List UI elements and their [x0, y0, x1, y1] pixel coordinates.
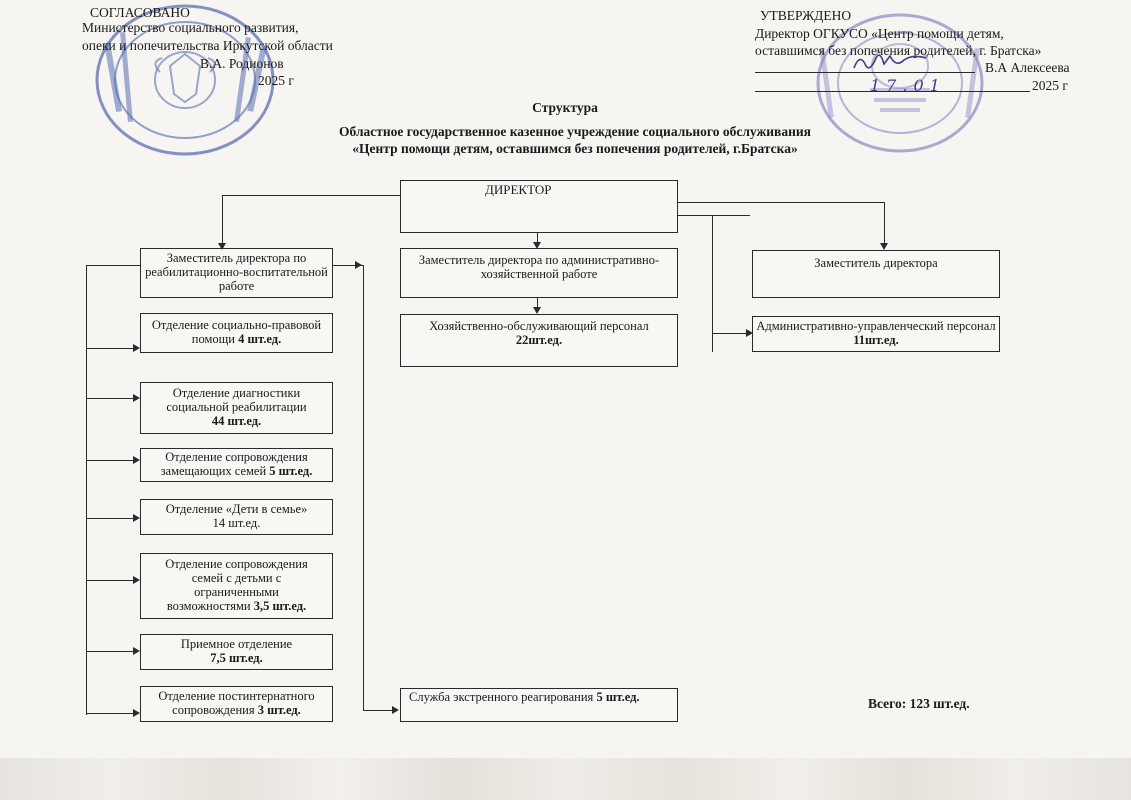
arrow-dept-7 [133, 709, 140, 717]
department-label: Отделение сопровождения замещающих семей [160, 450, 308, 478]
maintenance-staff-box [400, 314, 678, 367]
deputy-admin-box [400, 248, 678, 298]
approval-year: 2025 г [258, 73, 294, 88]
branch-dept-4 [86, 518, 133, 519]
department-foster-support-box [140, 448, 333, 482]
emergency-service-count: 5 шт.ед. [596, 690, 640, 704]
department-count: 3,5 шт.ед. [253, 599, 307, 613]
branch-dept-3 [86, 460, 133, 461]
connector-director-admin [678, 215, 750, 216]
department-count: 7,5 шт.ед. [210, 651, 263, 665]
handwritten-signature [850, 48, 930, 74]
department-count: 14 шт.ед. [212, 516, 261, 530]
department-count: 44 шт.ед. [211, 414, 262, 428]
approved-signatory: В.А Алексеева [985, 60, 1070, 75]
emergency-service-box [400, 688, 678, 722]
department-label: Отделение социально-правовой помощи [151, 318, 322, 346]
maintenance-staff-count: 22шт.ед. [515, 333, 563, 347]
department-label: Отделение постинтернатного сопровождения [158, 689, 315, 717]
scan-edge [0, 758, 1131, 800]
department-label: Приемное отделение [180, 637, 293, 651]
approved-director-line2: оставшимся без попечения родителей, г. Братска» [755, 43, 1042, 58]
admin-staff-box [752, 316, 1000, 352]
approval-ministry-line2: опеки и попечительства Иркутской области [82, 38, 333, 53]
arrow-to-maintenance [533, 307, 541, 314]
director-box [400, 180, 678, 233]
approved-director-line1: Директор ОГКУСО «Центр помощи детям, [755, 26, 1004, 41]
department-disabilities-box [140, 553, 333, 619]
handwritten-date: 17.01 [870, 76, 946, 95]
approval-ministry-line1: Министерство социального развития, [82, 20, 299, 35]
arrow-rehab-right [355, 261, 362, 269]
approval-heading: СОГЛАСОВАНО [90, 5, 190, 20]
arrow-dept-1 [133, 344, 140, 352]
organization-name-line1: Областное государственное казенное учреждение социального обслуживания [339, 124, 811, 139]
connector-director-left [222, 195, 400, 196]
department-post-residential-box [140, 686, 333, 722]
department-count: 3 шт.ед. [257, 703, 301, 717]
department-children-in-family-box [140, 499, 333, 535]
branch-dept-1 [86, 348, 133, 349]
connector-rehab-left [86, 265, 140, 266]
arrow-dept-3 [133, 456, 140, 464]
branch-dept-5 [86, 580, 133, 581]
admin-staff-count: 11шт.ед. [853, 333, 899, 347]
branch-dept-7 [86, 713, 133, 714]
connector-director-right [678, 202, 884, 203]
approved-heading: УТВЕРЖДЕНО [760, 8, 852, 23]
maintenance-staff-label: Хозяйственно-обслуживающий персонал [429, 319, 649, 333]
department-diagnostics-box [140, 382, 333, 434]
right-trunk [363, 265, 364, 711]
arrow-dept-5 [133, 576, 140, 584]
department-count: 5 шт.ед. [269, 464, 313, 478]
arrow-to-emergency [392, 706, 399, 714]
admin-staff-label: Административно-управленческий персонал [756, 319, 996, 333]
connector-to-admin-staff [712, 333, 748, 334]
deputy-label: Заместитель директора [814, 256, 938, 270]
organization-name-line2: «Центр помощи детям, оставшимся без попечения родителей, г.Братска» [352, 141, 798, 156]
branch-dept-6 [86, 651, 133, 652]
department-label: Отделение сопровождения семей с детьми с ограниченными возможностями [165, 557, 308, 613]
department-label: Отделение диагностики социальной реабилитации [166, 386, 307, 414]
connector-right-down [884, 202, 885, 244]
connector-to-emergency [363, 710, 393, 711]
left-trunk [86, 265, 87, 715]
approved-year: 2025 г [1032, 78, 1068, 93]
emergency-service-label: Служба экстренного реагирования [409, 690, 594, 704]
approval-signatory: В.А. Родионов [200, 56, 284, 71]
arrow-to-deputy [880, 243, 888, 250]
department-label: Отделение «Дети в семье» [165, 502, 308, 516]
director-label: ДИРЕКТОР [485, 182, 552, 197]
department-reception-box [140, 634, 333, 670]
connector-left-down [222, 195, 223, 245]
arrow-dept-2 [133, 394, 140, 402]
deputy-rehab-label: Заместитель директора по реабилитационно-воспитательной работе [145, 251, 328, 293]
department-count: 4 шт.ед. [238, 332, 282, 346]
deputy-admin-label: Заместитель директора по административно-хозяйственной работе [418, 253, 660, 281]
department-legal-box [140, 313, 333, 353]
total-staff: Всего: 123 шт.ед. [868, 696, 970, 711]
document-title: Структура [532, 100, 598, 115]
connector-admin-down [712, 215, 713, 352]
arrow-dept-6 [133, 647, 140, 655]
deputy-rehab-box [140, 248, 333, 298]
arrow-dept-4 [133, 514, 140, 522]
branch-dept-2 [86, 398, 133, 399]
deputy-box [752, 250, 1000, 298]
